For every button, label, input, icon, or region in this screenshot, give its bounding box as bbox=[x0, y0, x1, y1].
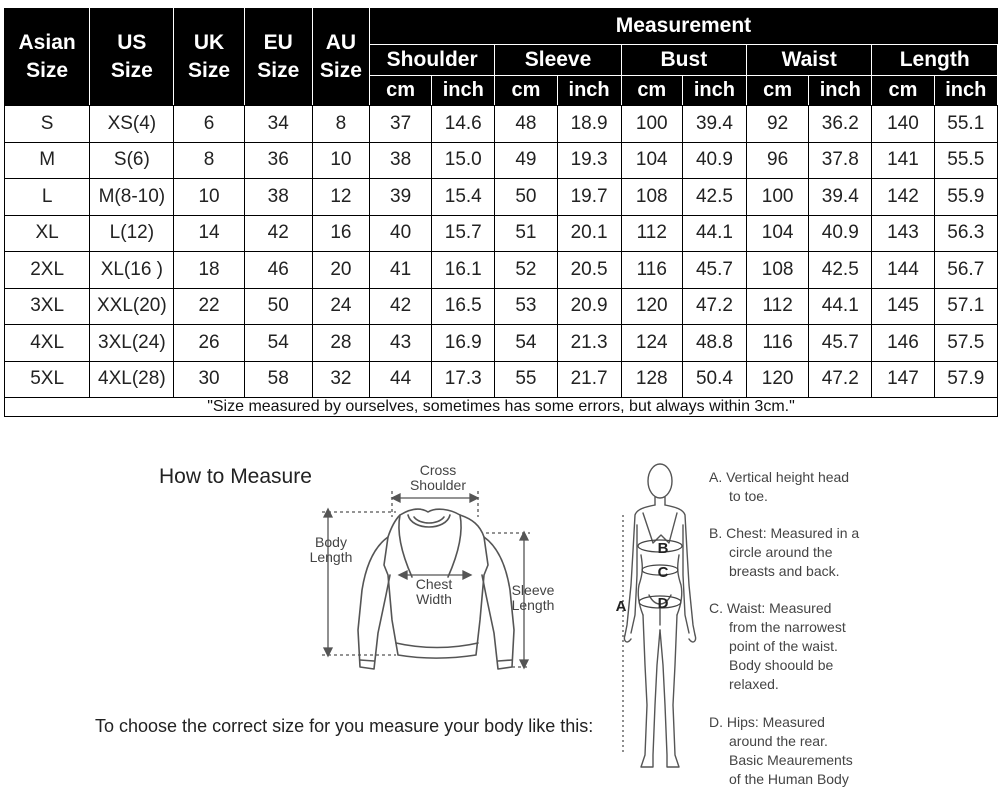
table-cell: 8 bbox=[174, 142, 244, 179]
table-cell: 26 bbox=[174, 325, 244, 362]
table-cell: 32 bbox=[312, 361, 369, 398]
table-cell: 3XL(24) bbox=[90, 325, 174, 362]
table-cell: 55.9 bbox=[934, 179, 997, 216]
table-cell: 16 bbox=[312, 215, 369, 252]
table-cell: 30 bbox=[174, 361, 244, 398]
table-cell: 34 bbox=[244, 106, 312, 143]
table-cell: 44 bbox=[370, 361, 432, 398]
table-cell: 55.1 bbox=[934, 106, 997, 143]
header-shoulder: Shoulder bbox=[370, 44, 495, 76]
table-cell: 100 bbox=[621, 106, 682, 143]
table-row bbox=[5, 288, 998, 325]
table-cell: 15.7 bbox=[432, 215, 495, 252]
table-cell: 43 bbox=[370, 325, 432, 362]
header-unit-cm: cm bbox=[747, 76, 809, 106]
table-cell: 104 bbox=[747, 215, 809, 252]
table-cell: 50 bbox=[495, 179, 557, 216]
table-cell: 112 bbox=[621, 215, 682, 252]
size-chart-table bbox=[4, 8, 998, 417]
label-chest-width: Chest Width bbox=[415, 576, 453, 607]
header-unit-inch: inch bbox=[682, 76, 746, 106]
table-cell: 8 bbox=[312, 106, 369, 143]
table-cell: 51 bbox=[495, 215, 557, 252]
table-cell: 24 bbox=[312, 288, 369, 325]
table-cell: 19.7 bbox=[557, 179, 621, 216]
table-cell: XL(16 ) bbox=[90, 252, 174, 289]
table-cell: 56.7 bbox=[934, 252, 997, 289]
body-figure-illustration bbox=[605, 455, 705, 785]
label-cross-shoulder: Cross Shoulder bbox=[409, 462, 467, 493]
table-cell: 46 bbox=[244, 252, 312, 289]
table-cell: 52 bbox=[495, 252, 557, 289]
size-table-body bbox=[5, 106, 998, 398]
table-cell: 47.2 bbox=[809, 361, 872, 398]
table-cell: XXL(20) bbox=[90, 288, 174, 325]
header-sleeve: Sleeve bbox=[495, 44, 621, 76]
table-cell: 116 bbox=[621, 252, 682, 289]
table-cell: 42 bbox=[244, 215, 312, 252]
table-cell: 45.7 bbox=[809, 325, 872, 362]
table-cell: 42.5 bbox=[809, 252, 872, 289]
header-uk-size: UK Size bbox=[174, 9, 244, 106]
measurement-note: "Size measured by ourselves, sometimes has some errors, but always within 3cm." bbox=[5, 398, 998, 417]
table-cell: 14.6 bbox=[432, 106, 495, 143]
table-cell: 18 bbox=[174, 252, 244, 289]
header-unit-inch: inch bbox=[432, 76, 495, 106]
table-cell: 22 bbox=[174, 288, 244, 325]
table-cell: XL bbox=[5, 215, 90, 252]
table-cell: 143 bbox=[872, 215, 934, 252]
table-cell: S(6) bbox=[90, 142, 174, 179]
body-label-d: D bbox=[657, 595, 669, 612]
table-cell: 42.5 bbox=[682, 179, 746, 216]
table-cell: 4XL bbox=[5, 325, 90, 362]
table-cell: 140 bbox=[872, 106, 934, 143]
table-cell: 40 bbox=[370, 215, 432, 252]
table-cell: 28 bbox=[312, 325, 369, 362]
header-unit-cm: cm bbox=[872, 76, 934, 106]
table-cell: 16.5 bbox=[432, 288, 495, 325]
table-cell: 57.9 bbox=[934, 361, 997, 398]
table-cell: 145 bbox=[872, 288, 934, 325]
table-cell: 20 bbox=[312, 252, 369, 289]
table-cell: 10 bbox=[174, 179, 244, 216]
table-cell: 124 bbox=[621, 325, 682, 362]
label-sleeve-length: Sleeve Length bbox=[511, 582, 555, 613]
table-cell: 12 bbox=[312, 179, 369, 216]
table-cell: 112 bbox=[747, 288, 809, 325]
body-label-b: B bbox=[657, 540, 669, 557]
table-cell: 100 bbox=[747, 179, 809, 216]
table-cell: 21.3 bbox=[557, 325, 621, 362]
table-cell: 48 bbox=[495, 106, 557, 143]
table-row bbox=[5, 325, 998, 362]
table-cell: 4XL(28) bbox=[90, 361, 174, 398]
table-cell: 141 bbox=[872, 142, 934, 179]
table-cell: 16.9 bbox=[432, 325, 495, 362]
table-cell: 56.3 bbox=[934, 215, 997, 252]
header-length: Length bbox=[872, 44, 998, 76]
table-cell: 120 bbox=[621, 288, 682, 325]
header-eu-size: EU Size bbox=[244, 9, 312, 106]
table-cell: 20.5 bbox=[557, 252, 621, 289]
table-cell: 39.4 bbox=[682, 106, 746, 143]
table-row bbox=[5, 215, 998, 252]
table-cell: 144 bbox=[872, 252, 934, 289]
header-unit-inch: inch bbox=[934, 76, 997, 106]
table-cell: 116 bbox=[747, 325, 809, 362]
table-cell: 48.8 bbox=[682, 325, 746, 362]
table-row bbox=[5, 361, 998, 398]
header-au-size: AU Size bbox=[312, 9, 369, 106]
body-label-a: A bbox=[615, 598, 627, 615]
table-cell: 54 bbox=[244, 325, 312, 362]
table-cell: 16.1 bbox=[432, 252, 495, 289]
header-unit-cm: cm bbox=[621, 76, 682, 106]
table-row bbox=[5, 142, 998, 179]
definition-chest: B. Chest: Measured in a circle around the breasts and back. bbox=[709, 525, 860, 579]
table-cell: 50.4 bbox=[682, 361, 746, 398]
table-cell: 36.2 bbox=[809, 106, 872, 143]
table-cell: 54 bbox=[495, 325, 557, 362]
table-cell: M(8-10) bbox=[90, 179, 174, 216]
header-unit-cm: cm bbox=[495, 76, 557, 106]
how-to-measure-title: How to Measure bbox=[159, 465, 312, 488]
header-waist: Waist bbox=[747, 44, 872, 76]
table-row bbox=[5, 179, 998, 216]
label-body-length: Body Length bbox=[309, 534, 353, 565]
table-cell: 21.7 bbox=[557, 361, 621, 398]
body-label-c: C bbox=[657, 564, 669, 581]
table-cell: 50 bbox=[244, 288, 312, 325]
table-cell: 45.7 bbox=[682, 252, 746, 289]
table-cell: 41 bbox=[370, 252, 432, 289]
table-cell: 37 bbox=[370, 106, 432, 143]
table-cell: 6 bbox=[174, 106, 244, 143]
table-cell: 15.4 bbox=[432, 179, 495, 216]
header-unit-cm: cm bbox=[370, 76, 432, 106]
header-measurement: Measurement bbox=[370, 9, 998, 45]
header-us-size: US Size bbox=[90, 9, 174, 106]
table-cell: 96 bbox=[747, 142, 809, 179]
table-cell: 5XL bbox=[5, 361, 90, 398]
table-cell: 36 bbox=[244, 142, 312, 179]
table-cell: 108 bbox=[621, 179, 682, 216]
definition-hips: D. Hips: Measured around the rear. Basic Meaurements of the Human Body bbox=[709, 714, 853, 787]
table-cell: 39 bbox=[370, 179, 432, 216]
table-cell: 19.3 bbox=[557, 142, 621, 179]
table-row bbox=[5, 106, 998, 143]
header-bust: Bust bbox=[621, 44, 746, 76]
table-cell: 58 bbox=[244, 361, 312, 398]
table-cell: L bbox=[5, 179, 90, 216]
table-cell: 14 bbox=[174, 215, 244, 252]
choose-size-instruction: To choose the correct size for you measure your body like this: bbox=[95, 716, 594, 736]
table-cell: 10 bbox=[312, 142, 369, 179]
header-unit-inch: inch bbox=[809, 76, 872, 106]
table-cell: S bbox=[5, 106, 90, 143]
table-cell: 128 bbox=[621, 361, 682, 398]
table-cell: 108 bbox=[747, 252, 809, 289]
table-cell: 37.8 bbox=[809, 142, 872, 179]
table-cell: M bbox=[5, 142, 90, 179]
table-cell: 38 bbox=[244, 179, 312, 216]
table-cell: 40.9 bbox=[682, 142, 746, 179]
table-cell: 55 bbox=[495, 361, 557, 398]
table-cell: 17.3 bbox=[432, 361, 495, 398]
definition-height: A. Vertical height head to toe. bbox=[709, 469, 850, 504]
table-cell: 142 bbox=[872, 179, 934, 216]
table-cell: 39.4 bbox=[809, 179, 872, 216]
table-cell: 44.1 bbox=[809, 288, 872, 325]
table-cell: 146 bbox=[872, 325, 934, 362]
table-cell: 20.1 bbox=[557, 215, 621, 252]
table-cell: 18.9 bbox=[557, 106, 621, 143]
table-cell: 20.9 bbox=[557, 288, 621, 325]
table-cell: 15.0 bbox=[432, 142, 495, 179]
table-cell: 49 bbox=[495, 142, 557, 179]
table-cell: 44.1 bbox=[682, 215, 746, 252]
table-cell: 47.2 bbox=[682, 288, 746, 325]
table-cell: 53 bbox=[495, 288, 557, 325]
table-cell: 40.9 bbox=[809, 215, 872, 252]
table-cell: XS(4) bbox=[90, 106, 174, 143]
table-cell: 55.5 bbox=[934, 142, 997, 179]
table-cell: 120 bbox=[747, 361, 809, 398]
table-cell: 38 bbox=[370, 142, 432, 179]
table-cell: 57.1 bbox=[934, 288, 997, 325]
table-cell: 57.5 bbox=[934, 325, 997, 362]
table-cell: 92 bbox=[747, 106, 809, 143]
table-cell: 42 bbox=[370, 288, 432, 325]
table-cell: 2XL bbox=[5, 252, 90, 289]
table-cell: 3XL bbox=[5, 288, 90, 325]
header-unit-inch: inch bbox=[557, 76, 621, 106]
definition-waist: C. Waist: Measured from the narrowest point of the waist. Body shoould be relaxed. bbox=[709, 600, 846, 692]
table-cell: L(12) bbox=[90, 215, 174, 252]
table-cell: 147 bbox=[872, 361, 934, 398]
table-cell: 104 bbox=[621, 142, 682, 179]
table-row bbox=[5, 252, 998, 289]
header-asian-size: Asian Size bbox=[5, 9, 90, 106]
